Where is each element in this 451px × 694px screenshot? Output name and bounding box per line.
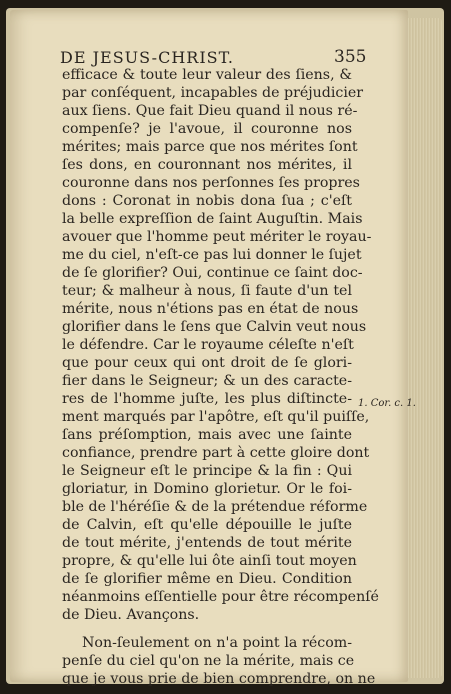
text-line: de ſe glorifier même en Dieu. Condition [62, 571, 352, 587]
text-line: res de l'homme juſte, les plus diſtincte- [62, 391, 352, 407]
text-line: ſans préſomption, mais avec une ſainte [62, 427, 352, 443]
text-line: confiance, prendre part à cette gloire dont [62, 445, 370, 461]
text-line: compenſe? je l'avoue, il couronne nos [62, 121, 352, 137]
text-line: penſe du ciel qu'on ne la mérite, mais ce [62, 653, 355, 669]
text-line: de Calvin, eſt qu'elle dépouille le juſte [62, 517, 352, 533]
text-line: teur; & malheur à nous, ſi faute d'un tel [62, 283, 352, 299]
text-line: de Dieu. Avançons. [62, 607, 200, 623]
text-line: néanmoins eſſentielle pour être récompenſé [62, 589, 379, 605]
margin-note: 1. Cor. c. 1. [358, 398, 416, 409]
text-line: la belle expreſſion de ſaint Auguſtin. Mais [62, 211, 363, 227]
text-line: dons : Coronat in nobis dona ſua ; c'eſt [62, 193, 352, 209]
text-line: gloriatur, in Domino glorietur. Or le foi- [62, 481, 352, 497]
text-line: par conſéquent, incapables de préjudicier [62, 85, 364, 101]
text-line: propre, & qu'elle lui ôte ainſi tout moyen [62, 553, 357, 569]
text-line: avouer que l'homme peut mériter le royau- [62, 229, 372, 245]
text-line: me du ciel, n'eſt-ce pas lui donner le ſujet [62, 247, 362, 263]
text-line: ment marqués par l'apôtre, eſt qu'il puiſſe, [62, 409, 370, 425]
text-line: ſes dons, en couronnant nos mérites, il [62, 157, 352, 173]
text-line: fier dans le Seigneur; & un des caracte- [62, 373, 352, 389]
running-title: DE JESUS-CHRIST. [60, 48, 235, 67]
text-line: glorifier dans le ſens que Calvin veut nous [62, 319, 367, 335]
body-text [62, 66, 379, 688]
text-line: de tout mérite, j'entends de tout mérite [62, 535, 352, 551]
text-line: mérite, nous n'étions pas en état de nous [62, 301, 359, 317]
text-line: aux ſiens. Que fait Dieu quand il nous ré- [62, 103, 358, 119]
page-edges [408, 18, 442, 678]
text-line: Non-ſeulement on n'a point la récom- [82, 635, 352, 651]
text-line: de ſe glorifier? Oui, continue ce ſaint doc- [62, 265, 363, 281]
text-line: le Seigneur eſt le principe & la fin : Qui [62, 463, 352, 479]
text-line: ble de l'héréſie & de la prétendue réforme [62, 499, 368, 515]
page-number: 355 [334, 47, 367, 67]
text-line: que je vous prie de bien comprendre, on ne [62, 671, 376, 687]
text-line: que pour ceux qui ont droit de ſe glori- [62, 355, 352, 371]
paragraph-1 [62, 66, 379, 624]
text-line: mérites; mais parce que nos mérites ſont [62, 139, 358, 155]
paragraph-2 [62, 634, 376, 688]
text-line: couronne dans nos perſonnes ſes propres [62, 175, 360, 191]
paragraph-gap [62, 624, 352, 634]
text-line: efficace & toute leur valeur des ſiens, & [62, 67, 352, 83]
text-line: le défendre. Car le royaume céleſte n'eſt [62, 337, 354, 353]
